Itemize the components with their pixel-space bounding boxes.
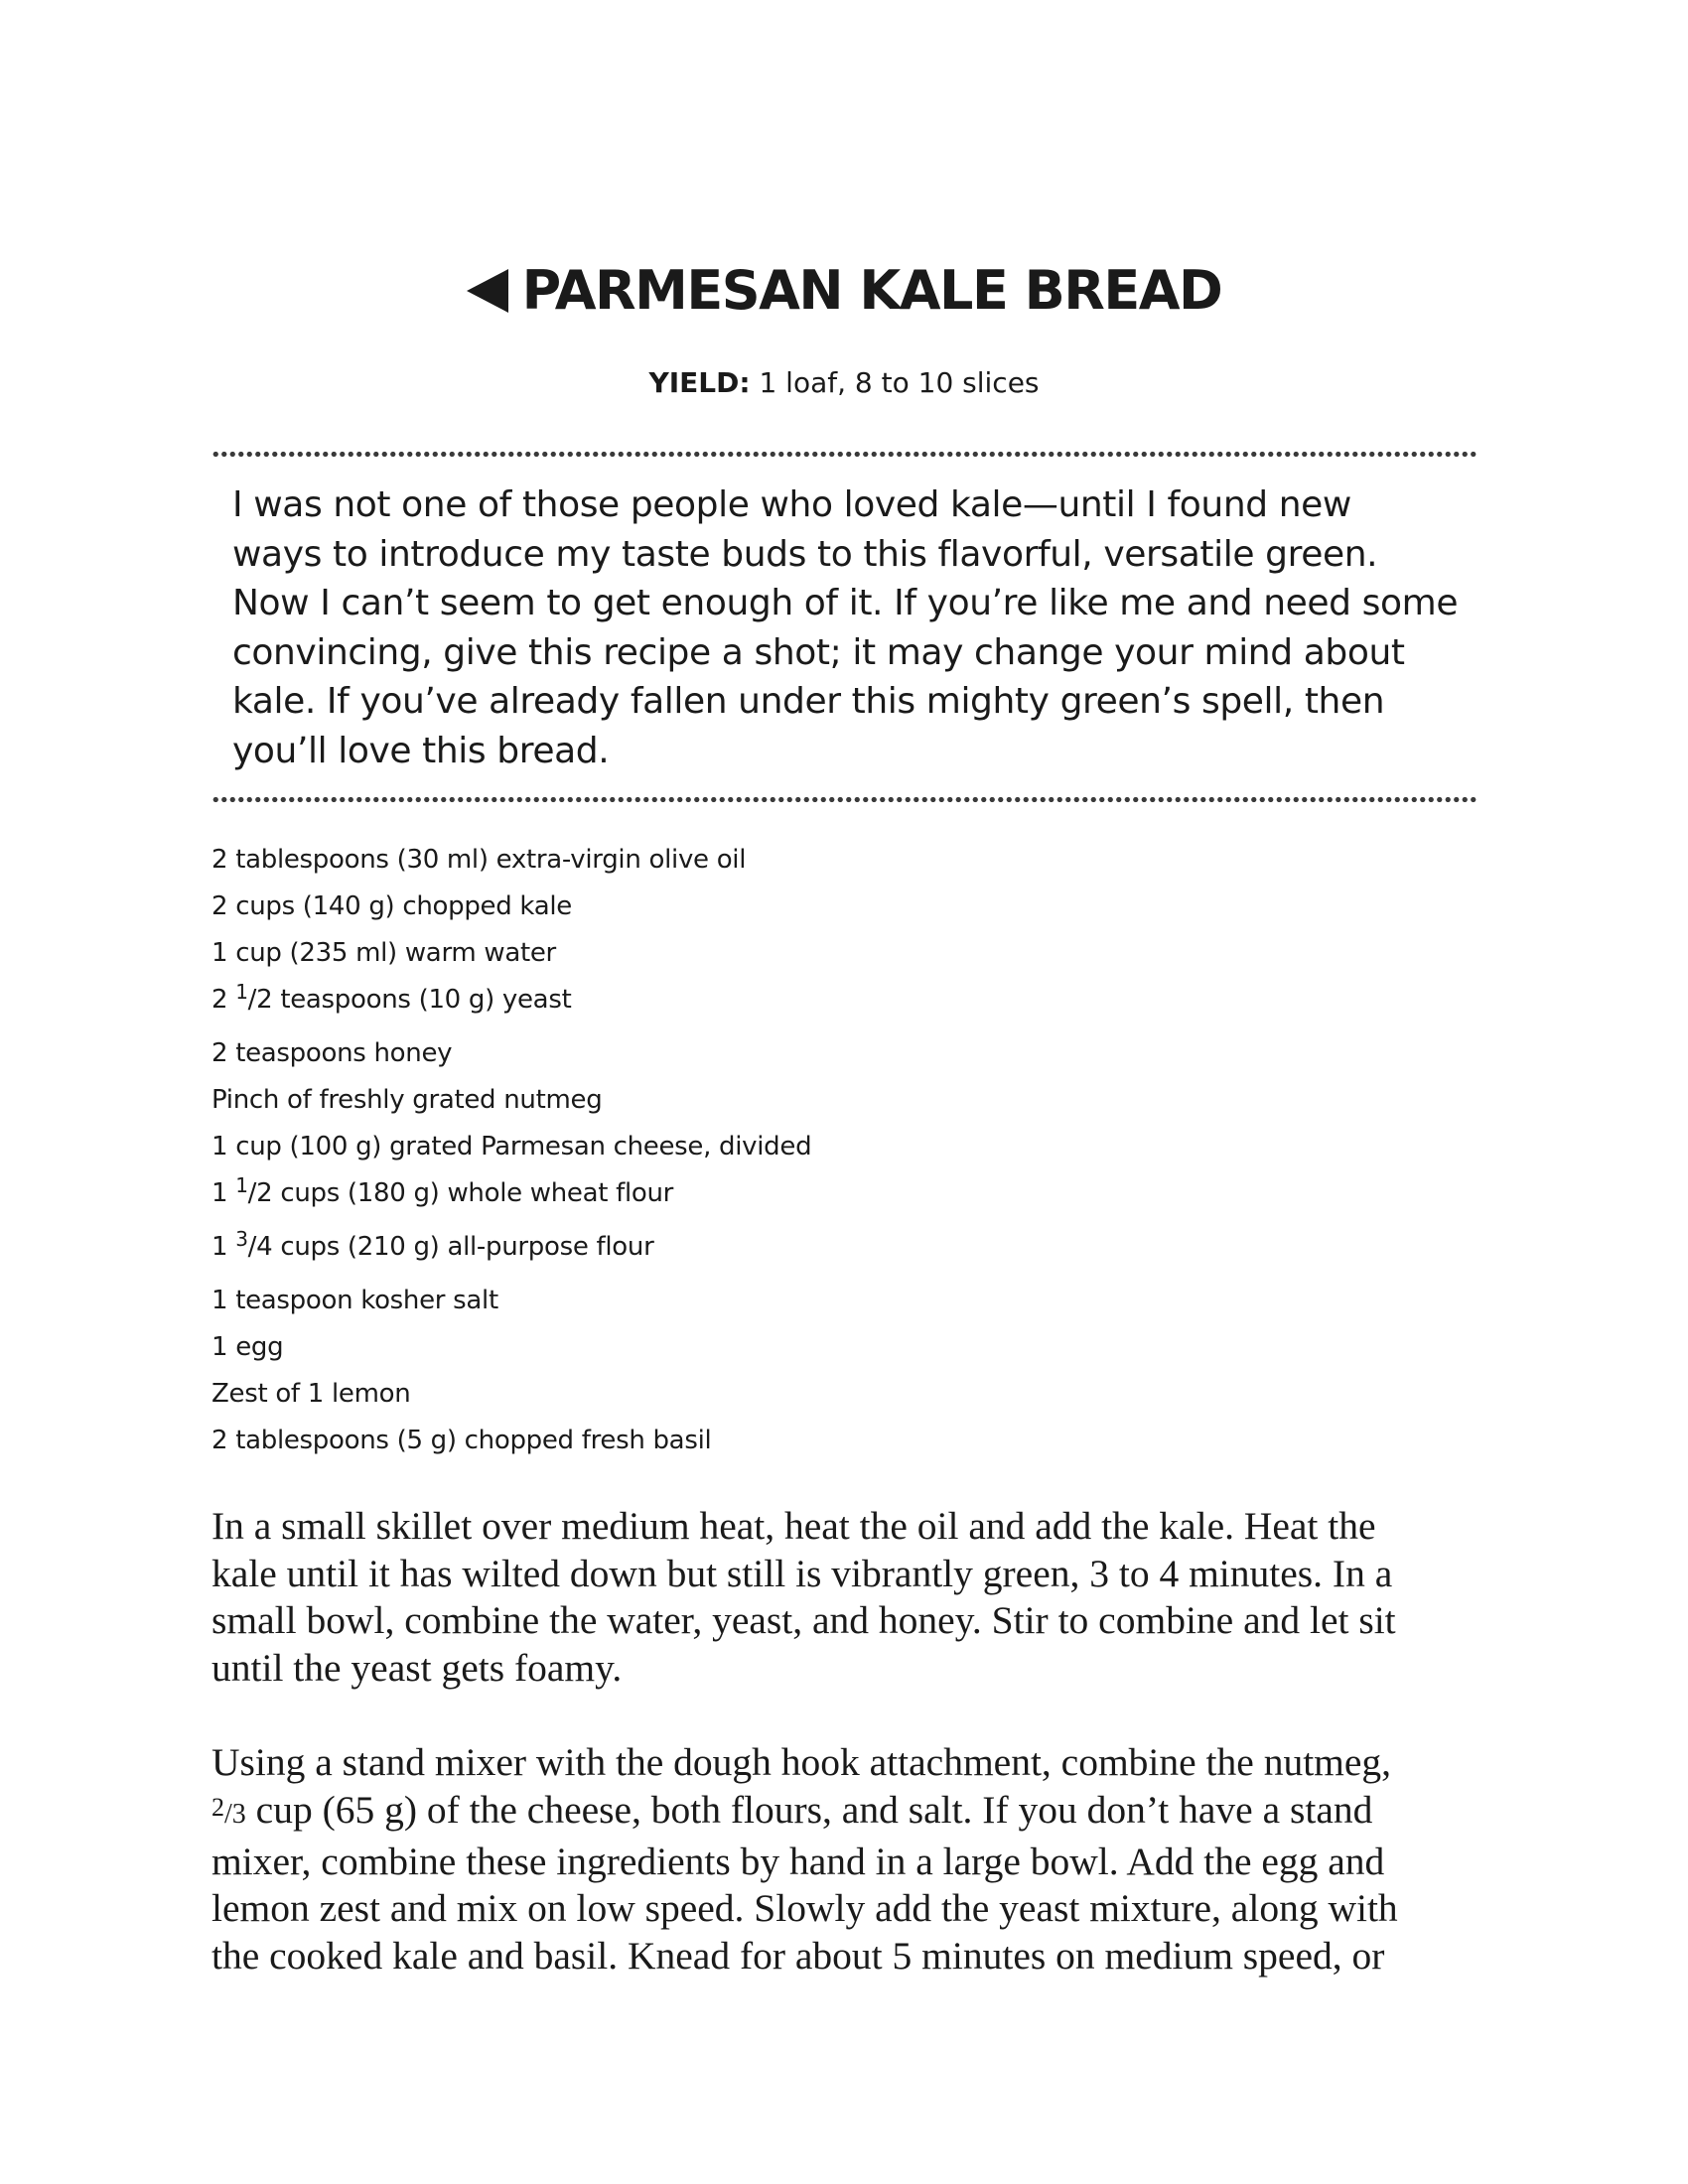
instruction-line-rest: cup (65 g) of the cheese, both flours, and salt. If you don’t have a stand — [245, 1787, 1373, 1832]
fraction-numerator: 2 — [211, 1792, 224, 1822]
ingredient-list — [211, 840, 811, 1467]
intro-line: I was not one of those people who loved kale—until I found new — [232, 484, 1351, 525]
yield-label: YIELD: — [648, 366, 751, 399]
yield-value: 1 loaf, 8 to 10 slices — [759, 366, 1040, 399]
intro-line: ways to introduce my taste buds to this flavorful, versatile green. — [232, 533, 1378, 575]
left-triangle-icon — [467, 269, 508, 313]
ingredient-rest: /2 teaspoons (10 g) yeast — [247, 985, 572, 1015]
dotted-divider-bottom — [211, 796, 1477, 803]
recipe-title-block — [0, 256, 1688, 326]
instruction-paragraph — [211, 1503, 1502, 1692]
ingredient-fraction-numerator: 1 — [235, 1173, 248, 1197]
dotted-divider-top — [211, 451, 1477, 458]
recipe-title: PARMESAN KALE BREAD — [521, 259, 1222, 322]
ingredient-item: 2 tablespoons (30 ml) extra-virgin olive oil — [211, 845, 747, 875]
fraction-two-thirds — [211, 1792, 246, 1830]
ingredient-item: 2 teaspoons honey — [211, 1038, 453, 1068]
instruction-line — [211, 1787, 1502, 1839]
instruction-line: lemon zest and mix on low speed. Slowly add the yeast mixture, along with — [211, 1886, 1398, 1931]
ingredient-whole: 2 — [211, 985, 228, 1015]
ingredient-whole: 1 — [211, 1178, 228, 1208]
instruction-line: In a small skillet over medium heat, heat the oil and add the kale. Heat the — [211, 1504, 1376, 1548]
instruction-line: until the yeast gets foamy. — [211, 1645, 623, 1690]
intro-line: you’ll love this bread. — [232, 730, 610, 771]
ingredient-rest: /4 cups (210 g) all-purpose flour — [247, 1232, 654, 1262]
ingredient-fraction-numerator: 1 — [235, 980, 248, 1004]
ingredient-item: 2 cups (140 g) chopped kale — [211, 891, 572, 921]
intro-line: Now I can’t seem to get enough of it. If you’re like me and need some — [232, 583, 1459, 624]
ingredient-item: 1 teaspoon kosher salt — [211, 1286, 498, 1315]
ingredient-item: 2 tablespoons (5 g) chopped fresh basil — [211, 1426, 712, 1455]
intro-line: convincing, give this recipe a shot; it may change your mind about — [232, 631, 1405, 673]
ingredient-item: 1 cup (235 ml) warm water — [211, 938, 556, 968]
instruction-line: the cooked kale and basil. Knead for about 5 minutes on medium speed, or — [211, 1933, 1385, 1978]
instruction-paragraph — [211, 1739, 1502, 1979]
ingredient-item — [211, 980, 811, 1033]
fraction-denominator: /3 — [224, 1798, 246, 1830]
instruction-line: Using a stand mixer with the dough hook attachment, combine the nutmeg, — [211, 1740, 1392, 1785]
ingredient-item: 1 egg — [211, 1332, 284, 1362]
ingredient-item: Pinch of freshly grated nutmeg — [211, 1085, 603, 1115]
ingredient-item — [211, 1173, 811, 1227]
instruction-line: small bowl, combine the water, yeast, and honey. Stir to combine and let sit — [211, 1598, 1396, 1643]
recipe-instructions — [211, 1503, 1502, 2027]
ingredient-fraction-numerator: 3 — [235, 1227, 248, 1251]
intro-line: kale. If you’ve already fallen under this mighty green’s spell, then — [232, 681, 1385, 723]
ingredient-item: Zest of 1 lemon — [211, 1379, 411, 1409]
recipe-intro — [232, 480, 1474, 776]
ingredient-rest: /2 cups (180 g) whole wheat flour — [247, 1178, 674, 1208]
instruction-line: kale until it has wilted down but still is vibrantly green, 3 to 4 minutes. In a — [211, 1551, 1393, 1595]
recipe-yield — [0, 363, 1688, 403]
instruction-line: mixer, combine these ingredients by hand in a large bowl. Add the egg and — [211, 1839, 1385, 1883]
ingredient-item — [211, 1227, 811, 1281]
ingredient-item: 1 cup (100 g) grated Parmesan cheese, divided — [211, 1132, 812, 1161]
ingredient-whole: 1 — [211, 1232, 228, 1262]
